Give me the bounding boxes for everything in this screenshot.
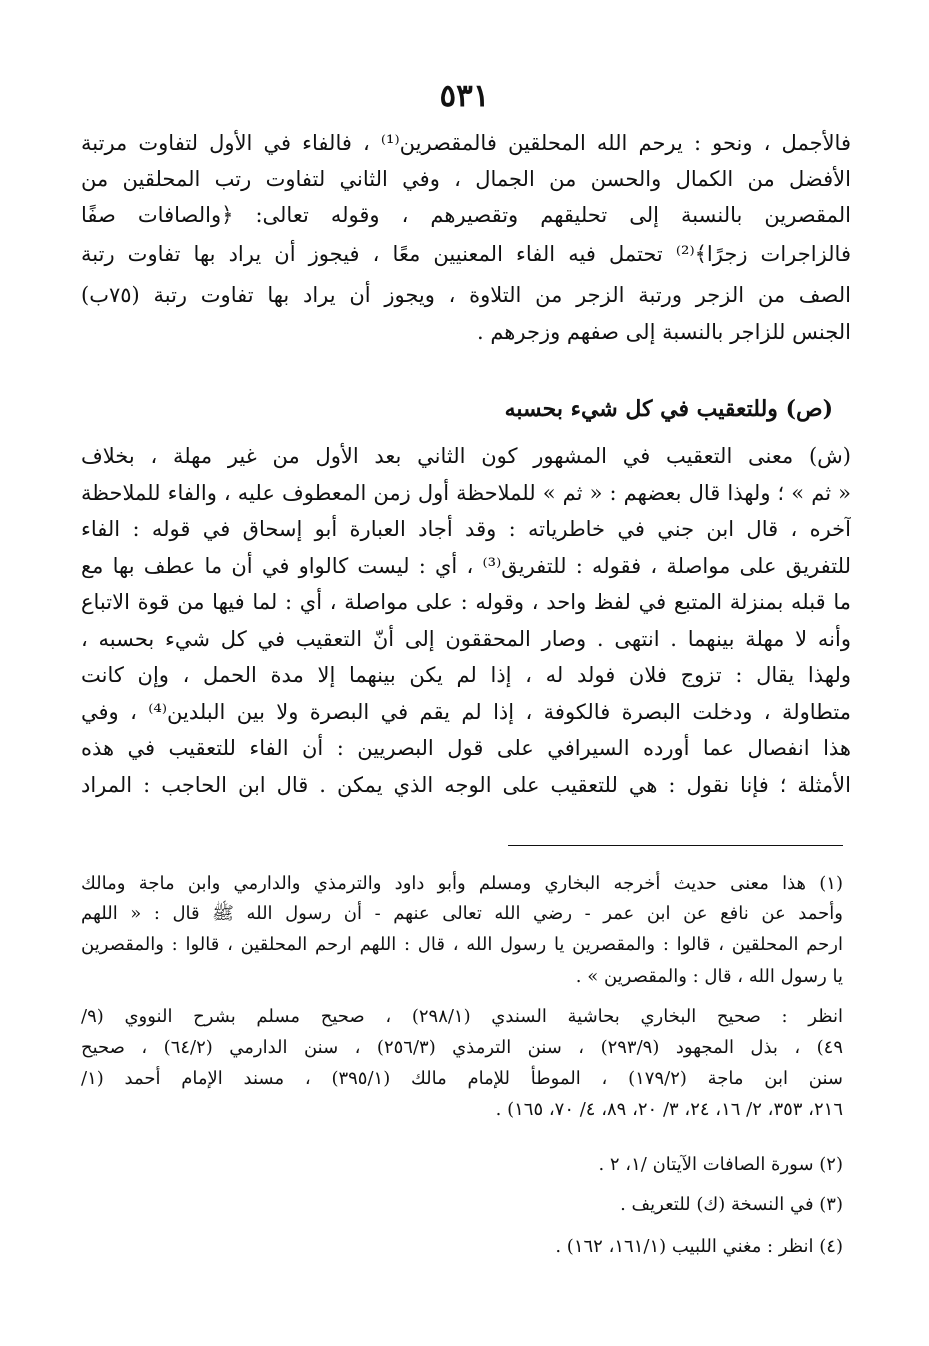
footnote-line: انظر : صحيح البخاري بحاشية السندي (٢٩٨/١) ، صحيح مسلم بشرح النووي (٩/ <box>81 1006 843 1027</box>
footnote-line: سنن ابن ماجة (١٧٩/٢) ، الموطأ للإمام مالك (٣٩٥/١) ، مسند الإمام أحمد (١/ <box>81 1068 843 1089</box>
text-line: فالزاجرات زجرًا﴾⁽²⁾ تحتمل فيه الفاء المعنيين معًا ، فيجوز أن يراد بها تفاوت رتبة <box>81 242 851 266</box>
page-number: ٥٣١ <box>439 78 490 114</box>
text-line: ولهذا يقال : تزوج فلان فولد له ، إذا لم يكن بينهما إلا مدة الحمل ، وإن كانت <box>81 663 851 687</box>
text-line: متطاولة ، ودخلت البصرة فالكوفة ، إذا لم يقم في البصرة ولا بين البلدين⁽⁴⁾ ، وفي <box>81 700 851 724</box>
text-line: للتفريق على مواصلة ، فقوله : للتفريق⁽³⁾ ، أي : ليست كالواو في أن ما عطف بها مع <box>81 554 851 578</box>
footnote-separator <box>508 845 843 846</box>
text-line: وأنه لا مهلة بينهما . انتهى . وصار المحققون إلى أنّ التعقيب في كل شيء بحسبه ، <box>81 627 851 651</box>
text-line: (ش) معنى التعقيب في المشهور كون الثاني بعد الأول من غير مهلة ، بخلاف <box>81 444 851 468</box>
footnote-line: ٤٩) ، بذل المجهود (٢٩٣/٩) ، سنن الترمذي (٢٥٦/٣) ، سنن الدارمي (٦٤/٢) ، صحيح <box>81 1037 843 1058</box>
text-line: الجنس للزاجر بالنسبة إلى صفهم وزجرهم . <box>476 320 851 344</box>
text-line: ما قبله بمنزلة المتبع في لفظ واحد ، وقوله : على مواصلة ، أي : لما فيها من قوة الاتباع <box>81 590 851 614</box>
footnote-line: (٣) في النسخة (ك) للتعريف . <box>620 1194 843 1215</box>
footnote-line: ارحم المحلقين ، قالوا : والمقصرين يا رسول الله ، قال : اللهم ارحم المحلقين ، قالوا : والمقصرين <box>81 934 843 955</box>
section-heading: (ص) وللتعقيب في كل شيء بحسبه <box>504 396 833 422</box>
text-line: آخره ، قال ابن جني في خاطرياته : وقد أجاد العبارة أبو إسحاق في قوله : الفاء <box>81 517 851 541</box>
footnote-line: (٢) سورة الصافات الآيتان /١، ٢ . <box>598 1154 843 1175</box>
text-line: « ثم » ؛ ولهذا قال بعضهم : « ثم » للملاحظة أول زمن المعطوف عليه ، والفاء للملاحظة <box>81 481 851 505</box>
footnote-line: وأحمد عن نافع عن ابن عمر - رضي الله تعالى عنهم - أن رسول الله ﷺ قال : « اللهم <box>81 903 843 924</box>
footnote-line: (١) هذا معنى حديث أخرجه البخاري ومسلم وأبو داود والترمذي والدارمي وابن ماجة ومالك <box>81 873 843 894</box>
text-line: فالأجمل ، ونحو : يرحم الله المحلقين فالمقصرين⁽¹⁾ ، فالفاء في الأول لتفاوت مرتبة <box>81 131 851 155</box>
footnote-line: (٤) انظر : مغني اللبيب (١٦١/١، ١٦٢) . <box>555 1236 843 1257</box>
text-line: الأمثلة ؛ فإنا نقول : هي للتعقيب على الوجه الذي يمكن . قال ابن الحاجب : المراد <box>81 773 851 797</box>
text-line: الأفضل من الكمال والحسن من الجمال ، وفي الثاني لتفاوت رتب المحلقين من <box>81 167 851 191</box>
footnote-line: يا رسول الله ، قال : والمقصرين » . <box>575 966 843 987</box>
footnote-line: ٢١٦، ٣٥٣، ٢/ ١٦، ٢٤، ٣/ ٢٠، ٨٩، ٤/ ٧٠، ١٦٥) . <box>495 1099 843 1120</box>
text-line: هذا انفصال عما أورده السيرافي على قول البصريين : أن الفاء للتعقيب في هذه <box>81 736 851 760</box>
text-line: الصف من الزجر ورتبة الزجر من التلاوة ، ويجوز أن يراد بها تفاوت رتبة (٧٥ب) <box>81 283 851 307</box>
text-line: المقصرين بالنسبة إلى تحليقهم وتقصيرهم ، وقوله تعالى: ﴿والصافات صفًا <box>81 203 851 227</box>
